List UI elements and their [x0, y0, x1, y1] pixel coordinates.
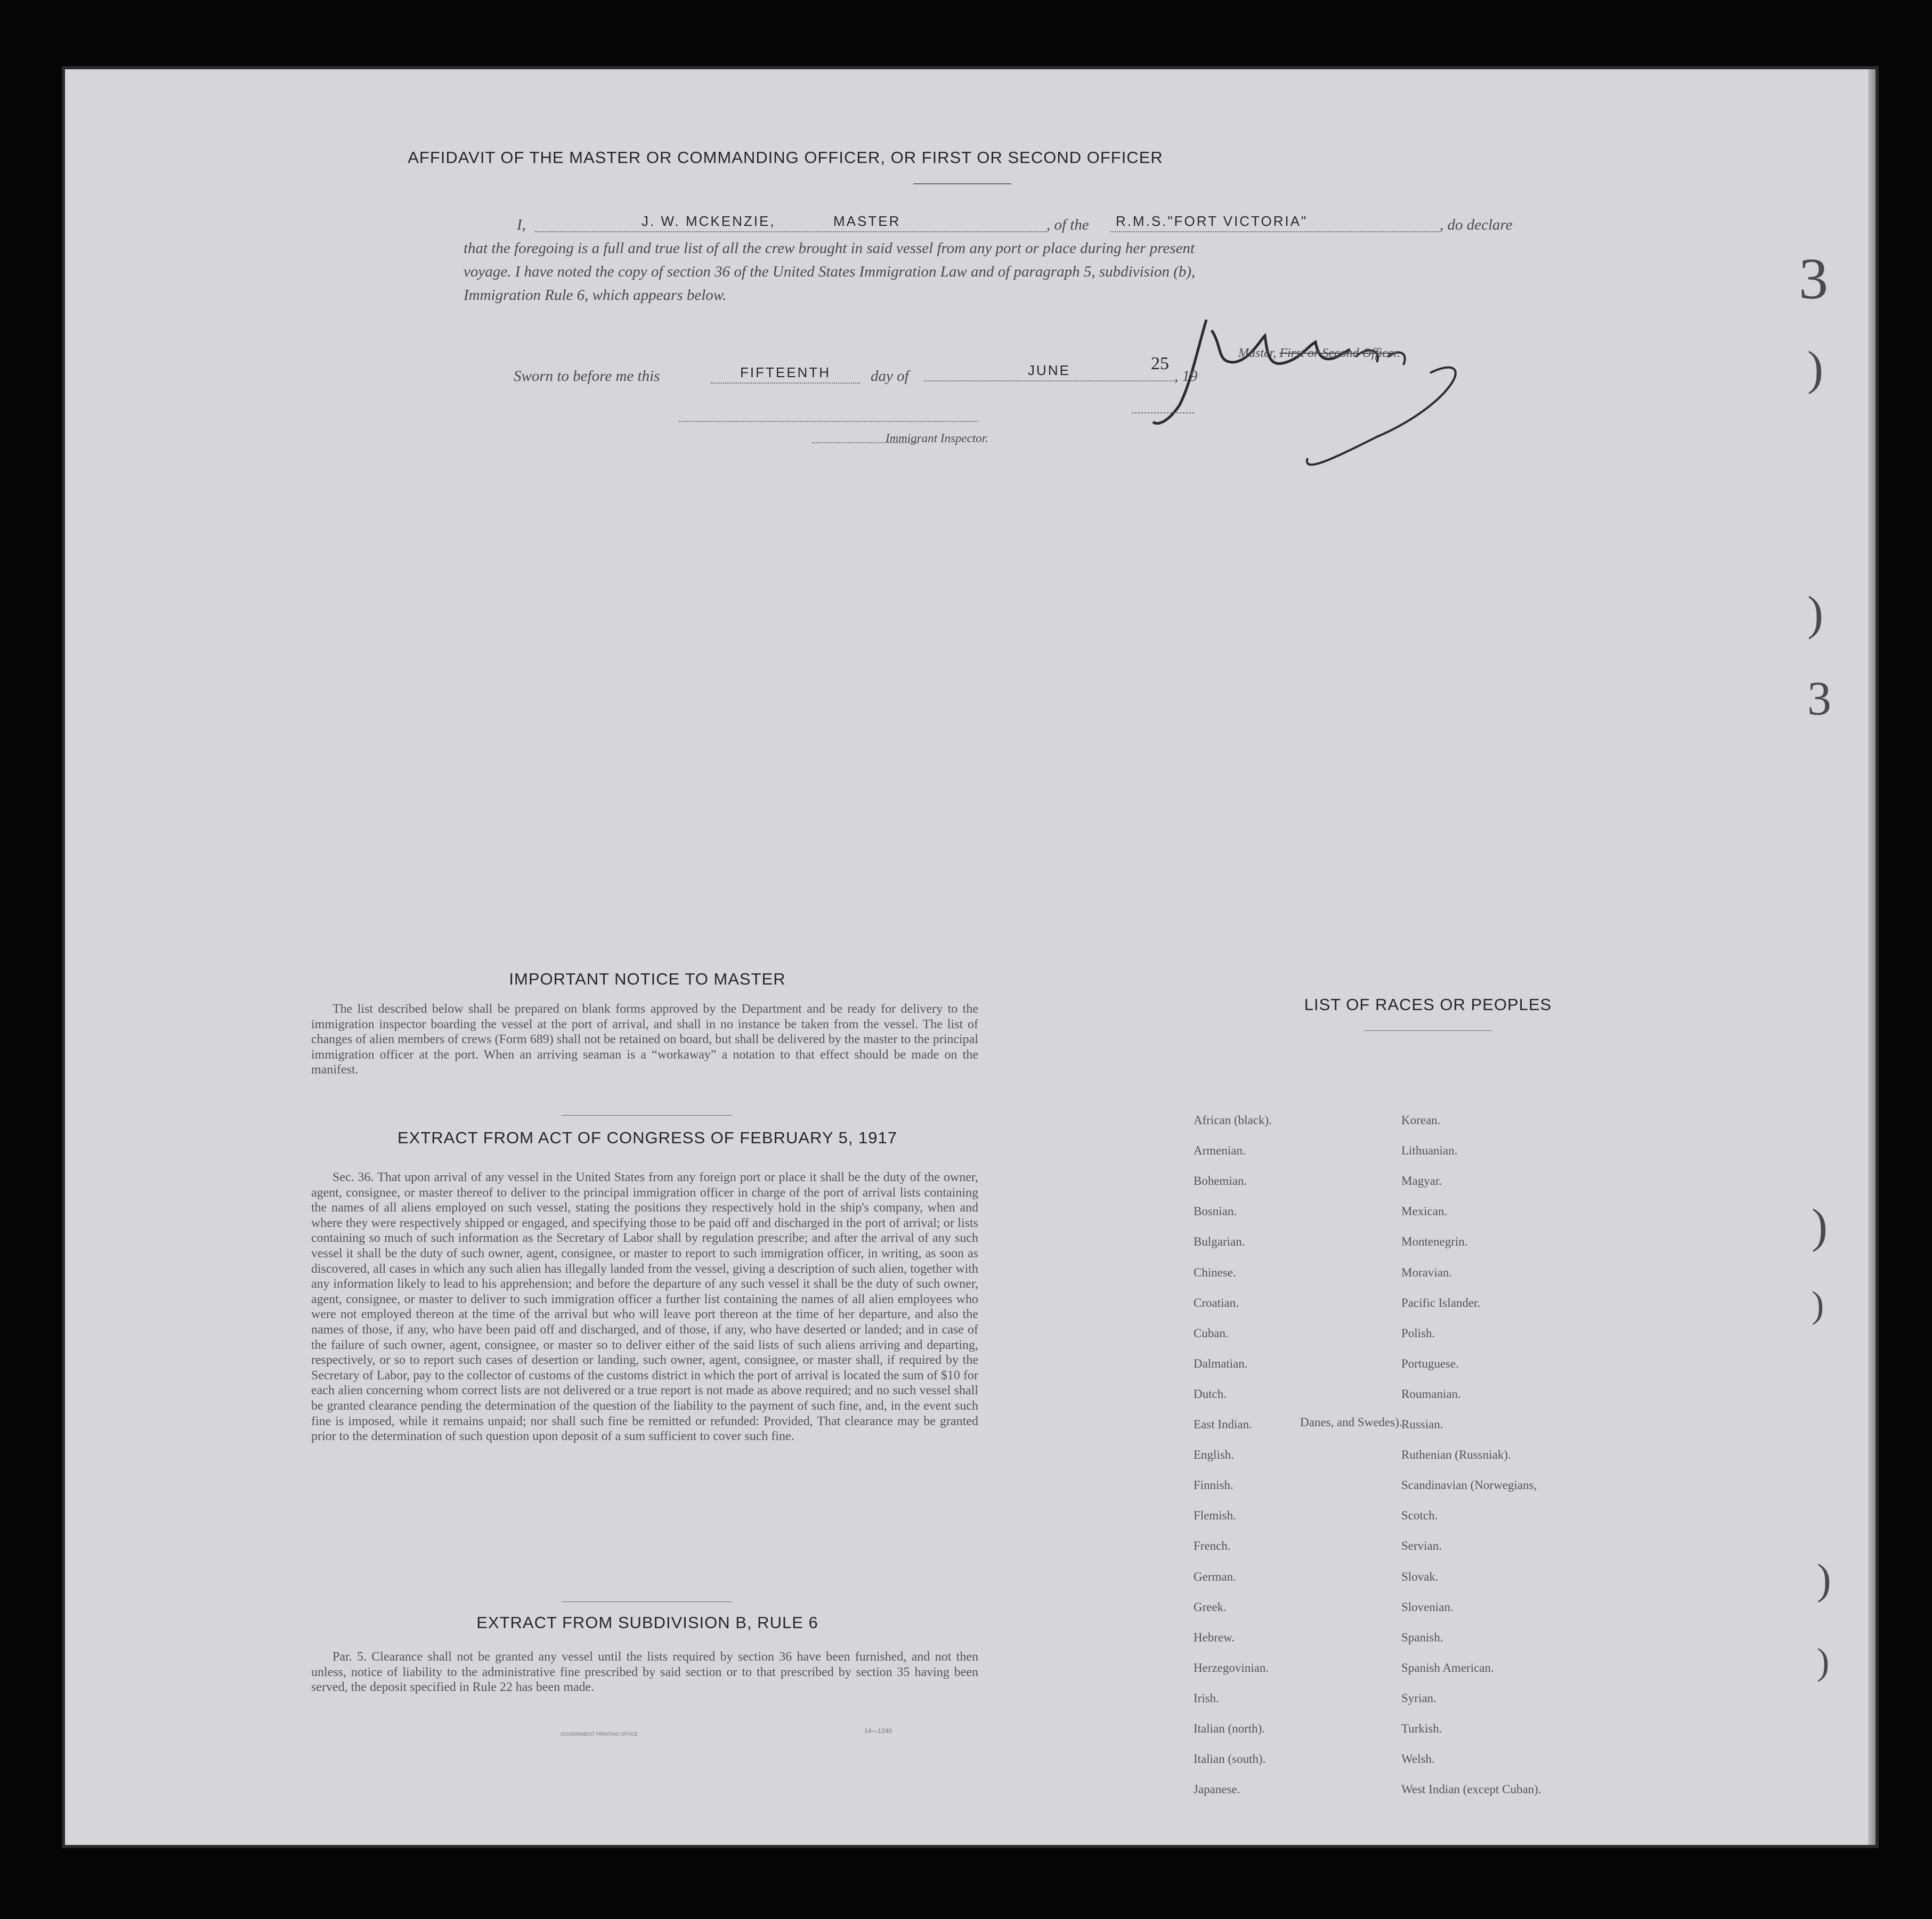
year-prefix: , 19 [1174, 368, 1198, 385]
master-signature [1132, 298, 1515, 479]
caption-master: Master, [1238, 346, 1277, 360]
race-item: Armenian. [1194, 1144, 1246, 1158]
race-item: Servian. [1401, 1539, 1442, 1553]
race-item: Croatian. [1194, 1296, 1239, 1310]
race-item: Mexican. [1401, 1205, 1448, 1218]
sworn-day-field [711, 364, 860, 384]
race-item: Lithuanian. [1401, 1144, 1458, 1158]
title-rule [913, 183, 1011, 184]
race-item: Bosnian. [1194, 1205, 1237, 1218]
affidavit-title: AFFIDAVIT OF THE MASTER OR COMMANDING OFFICER, OR FIRST OR SECOND OFFICER [408, 148, 1163, 167]
race-item: Turkish. [1401, 1722, 1442, 1735]
sworn-day: FIFTEENTH [740, 364, 831, 380]
race-item: Moravian. [1401, 1265, 1452, 1279]
race-item: Chinese. [1194, 1265, 1236, 1279]
i-label: I, [517, 216, 526, 233]
race-item: English. [1194, 1448, 1235, 1462]
race-item: Magyar. [1401, 1174, 1442, 1188]
race-item: Slovak. [1401, 1570, 1439, 1583]
vessel-name: R.M.S."FORT VICTORIA" [1116, 213, 1308, 229]
race-item: Irish. [1194, 1691, 1219, 1705]
race-item: Bulgarian. [1194, 1235, 1245, 1249]
inspector-line [679, 421, 978, 422]
margin-mark: ) [1817, 1641, 1830, 1682]
year-handwritten: 25 [1151, 354, 1169, 373]
inspector-caption: Immigrant Inspector. [886, 432, 988, 445]
race-item: African (black). [1194, 1113, 1272, 1127]
master-name: J. W. MCKENZIE, [642, 213, 776, 229]
race-item: Russian. [1401, 1418, 1443, 1431]
race-item: Dalmatian. [1194, 1356, 1248, 1370]
sworn-label: Sworn to before me this [514, 368, 660, 385]
race-item: Italian (north). [1194, 1722, 1265, 1735]
race-item: Montenegrin. [1401, 1235, 1468, 1249]
signature-caption [1238, 346, 1400, 361]
race-item: Welsh. [1401, 1752, 1435, 1766]
vessel-field [1110, 213, 1440, 232]
race-item: Cuban. [1194, 1326, 1229, 1340]
sworn-month-field [924, 362, 1174, 381]
race-item: Spanish. [1401, 1630, 1443, 1644]
affidavit-line-4: Immigration Rule 6, which appears below. [464, 287, 727, 304]
races-title: LIST OF RACES OR PEOPLES [1304, 995, 1552, 1014]
notice-title: IMPORTANT NOTICE TO MASTER [509, 970, 786, 988]
act-text: Sec. 36. That upon arrival of any vessel in the United States from any foreign port or place it shall be the duty of the owner, agent, consignee, or master thereof to deliver to the principal immigration officer in charge of the port of arrival lists containing the names of all aliens employed on such vessel, stating the positions they respectively hold in the ship's company, when and where they were respectively shipped or engaged, and specifying those to be paid off and discharged in the port of arrival; or lists containing so much of such information as the Secretary of Labor shall by regulation prescribe; and after the arrival of any such vessel it shall be the duty of such owner, agent, consignee, or master to report to such immigration officer, in writing, as soon as discovered, all cases in which any such alien has illegally landed from the vessel, giving a description of such alien, together with any information likely to lead to his apprehension; and before the departure of any such vessel it shall be the duty of such owner, agent, consignee, or master to deliver to such immigration officer a further list containing the names of all alien employees who were not employed thereon at the time of the arrival but who will leave port thereon at the time of her departure, and also the names of those, if any, who have been paid off and discharged, and of those, if any, who have deserted or landed; and in case of the failure of such owner, agent, consignee, or master so to deliver either of the said lists of such aliens arriving and departing, respectively, or so to report such cases of desertion or landing, such owner, agent, consignee, or master shall, if required by the Secretary of Labor, pay to the collector of customs of the customs district in which the port of arrival is located the sum of $10 for each alien concerning whom correct lists are not delivered or a true report is not made as above required; and no such vessel shall be granted clearance pending the determination of the question of the liability to the payment of such fine, and, in the event such fine is imposed, while it remains unpaid; nor shall such fine be remitted or refunded: Provided, That clearance may be granted prior to the determination of such question upon deposit of a sum sufficient to cover such fine. [311, 1170, 978, 1444]
printer-note: GOVERNMENT PRINTING OFFICE [561, 1731, 638, 1737]
margin-mark: ) [1807, 587, 1823, 640]
race-item: Roumanian. [1401, 1387, 1461, 1401]
race-item: Hebrew. [1194, 1630, 1235, 1644]
race-item: French. [1194, 1539, 1231, 1553]
race-item: Dutch. [1194, 1387, 1227, 1401]
race-item: West Indian (except Cuban). [1401, 1783, 1541, 1796]
rule-text: Par. 5. Clearance shall not be granted any vessel until the lists required by section 36 have been furnished, and not then unless, notice of liability to the administrative fine prescribed by said section or to that prescribed by section 35 having been served, the deposit specified in Rule 22 has been made. [311, 1650, 978, 1695]
race-right-continuation: Danes, and Swedes). [1300, 1416, 1402, 1429]
master-name-field [535, 213, 1046, 232]
race-item: Flemish. [1194, 1509, 1236, 1523]
margin-mark: ) [1807, 342, 1823, 395]
race-item: Pacific Islander. [1401, 1296, 1481, 1310]
margin-mark: 3 [1799, 246, 1828, 311]
margin-mark: 3 [1807, 672, 1831, 725]
race-item: Scotch. [1401, 1509, 1438, 1523]
races-rule [1364, 1030, 1492, 1031]
margin-mark: ) [1812, 1200, 1828, 1253]
master-rank: MASTER [833, 213, 901, 229]
race-item: Polish. [1401, 1326, 1435, 1340]
affidavit-line-2: that the foregoing is a full and true list of all the crew brought in said vessel from any port or place during her present [464, 240, 1195, 257]
notice-text: The list described below shall be prepared on blank forms approved by the Department and be ready for delivery to the immigration inspector boarding the vessel at the port of arrival, and shall in no instance be taken from the vessel. The list of changes of alien members of crews (Form 689) shall not be retained on board, but shall be delivered by the master to the principal immigration officer at the port. When an arriving seaman is a “workaway” a notation to that effect should be made on the manifest. [311, 1002, 978, 1077]
form-number: 14—1240 [864, 1727, 892, 1735]
rule-title: EXTRACT FROM SUBDIVISION B, RULE 6 [476, 1613, 818, 1632]
affidavit-line-3: voyage. I have noted the copy of section 36 of the United States Immigration Law and of paragraph 5, subdivision (b), [464, 263, 1196, 280]
race-item: Finnish. [1194, 1478, 1233, 1492]
race-item: Greek. [1194, 1600, 1227, 1614]
race-item: Scandinavian (Norwegians, [1401, 1478, 1537, 1492]
race-item: Ruthenian (Russniak). [1401, 1448, 1511, 1462]
of-the-label: , of the [1046, 216, 1089, 233]
document-page [65, 69, 1876, 1845]
sworn-month: JUNE [1028, 362, 1070, 378]
act-rule [562, 1601, 732, 1602]
race-item: Japanese. [1194, 1783, 1240, 1796]
day-of-label: day of [871, 368, 909, 385]
race-item: Herzegovinian. [1194, 1661, 1269, 1674]
race-item: Bohemian. [1194, 1174, 1247, 1188]
race-item: Spanish American. [1401, 1661, 1494, 1674]
do-declare-label: , do declare [1440, 216, 1513, 233]
margin-mark: ) [1817, 1556, 1831, 1603]
act-title: EXTRACT FROM ACT OF CONGRESS OF FEBRUARY 5, 1917 [397, 1128, 898, 1147]
race-item: Korean. [1401, 1113, 1441, 1127]
race-item: Portuguese. [1401, 1356, 1459, 1370]
race-item: German. [1194, 1570, 1236, 1583]
race-item: East Indian. [1194, 1418, 1252, 1431]
notice-rule [562, 1115, 732, 1116]
race-item: Syrian. [1401, 1691, 1436, 1705]
race-item: Italian (south). [1194, 1752, 1266, 1766]
caption-struck: First or Second Officer. [1279, 346, 1400, 360]
margin-mark: ) [1812, 1284, 1824, 1326]
race-item: Slovenian. [1401, 1600, 1454, 1614]
